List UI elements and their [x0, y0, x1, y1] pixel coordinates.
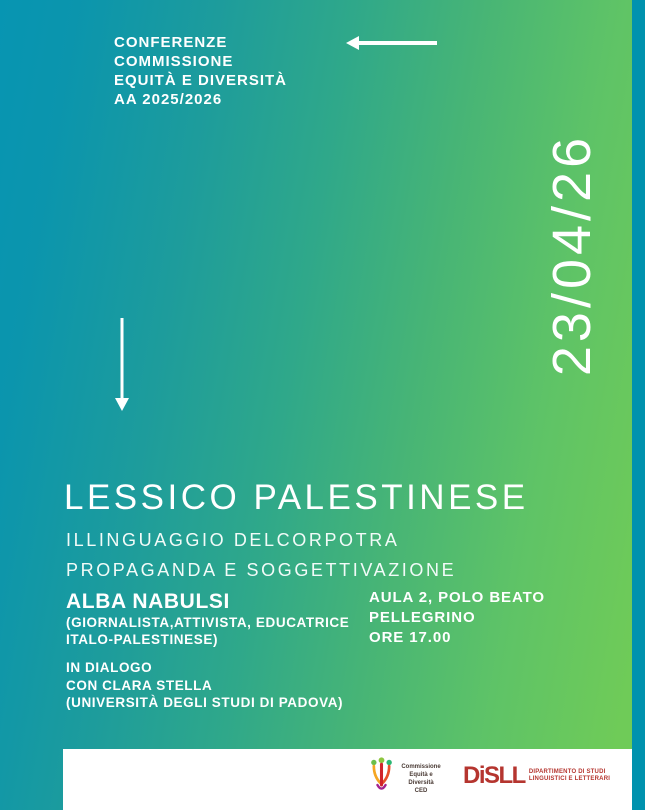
- arrow-left-icon: [345, 35, 439, 51]
- dialog-block: [66, 659, 343, 712]
- arrow-down-icon: [112, 316, 132, 412]
- ced-logo-text: [400, 763, 442, 795]
- header-block: [114, 33, 287, 109]
- disll-text-line: LINGUISTICI E LETTERARI: [528, 776, 611, 782]
- venue-block: [369, 588, 545, 648]
- dialog-line: (UNIVERSITÀ DEGLI STUDI DI PADOVA): [66, 695, 344, 710]
- speaker-credentials: [66, 614, 349, 648]
- venue-line: AULA 2, POLO BEATO: [369, 589, 545, 606]
- event-title: LESSICO PALESTINESE: [64, 478, 529, 517]
- event-subtitle-line: PROPAGANDA E SOGGETTIVAZIONE: [66, 560, 457, 580]
- ced-text-line: CED: [414, 787, 428, 794]
- speaker-credentials-line: (GIORNALISTA,ATTIVISTA, EDUCATRICE: [66, 615, 350, 630]
- disll-logo: [463, 764, 610, 788]
- ced-text-line: Equità e Diversità: [408, 771, 434, 786]
- header-line: EQUITÀ E DIVERSITÀ: [114, 72, 288, 89]
- event-date: 23/04/26: [542, 133, 603, 376]
- header-line: COMMISSIONE: [114, 53, 234, 70]
- event-subtitle-line: ILLINGUAGGIO DELCORPOTRA: [66, 530, 400, 550]
- disll-logo-text: [529, 769, 610, 783]
- ced-logo: [368, 756, 442, 801]
- footer-logo-bar: [63, 749, 633, 810]
- dialog-line: CON CLARA STELLA: [66, 677, 213, 693]
- ced-people-tree-icon: [368, 756, 395, 801]
- event-date-vertical: [512, 112, 632, 397]
- speaker-credentials-line: ITALO-PALESTINESE): [66, 632, 219, 647]
- dialog-line: IN DIALOGO: [66, 660, 153, 675]
- ced-text-line: Commissione: [401, 763, 441, 770]
- right-edge-stripe: [632, 0, 645, 810]
- header-line: AA 2025/2026: [114, 91, 223, 108]
- header-line: CONFERENZE: [114, 34, 228, 51]
- speaker-name: ALBA NABULSI: [66, 590, 230, 613]
- venue-line: PELLEGRINO: [369, 609, 476, 626]
- disll-wordmark: DiSLL: [463, 762, 525, 789]
- venue-line: ORE 17.00: [369, 629, 452, 646]
- disll-text-line: DIPARTIMENTO DI STUDI: [528, 769, 606, 775]
